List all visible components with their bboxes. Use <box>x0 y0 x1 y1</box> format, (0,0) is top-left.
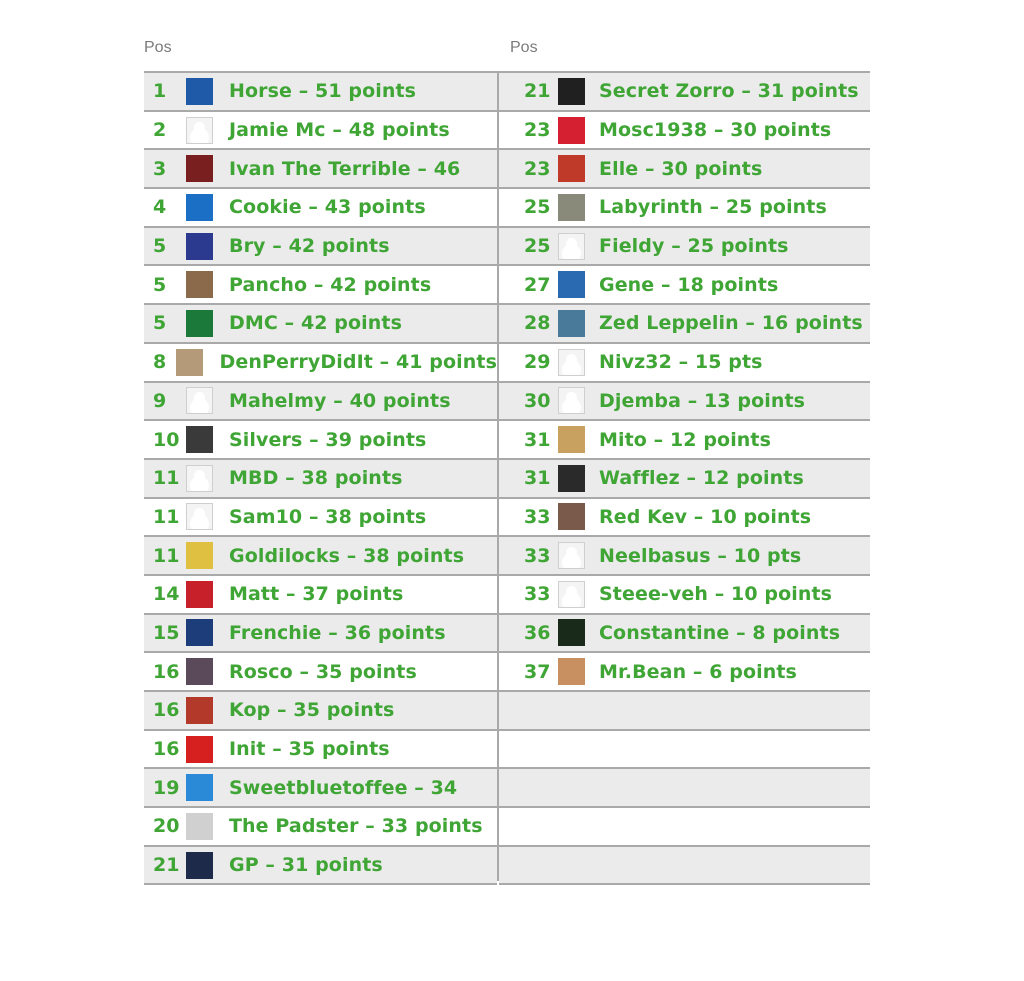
position-number: 36 <box>524 621 551 644</box>
table-row <box>144 305 497 344</box>
position-number: 31 <box>524 428 551 451</box>
position-number: 1 <box>153 80 167 103</box>
player-name-score: Neelbasus – 10 pts <box>599 544 802 567</box>
celtic-crest-icon <box>186 310 213 337</box>
player-name-score: Mahelmy – 40 points <box>229 389 451 412</box>
table-row <box>144 421 497 460</box>
player-name-score: Labyrinth – 25 points <box>599 196 827 219</box>
player-name-score: Sweetbluetoffee – 34 <box>229 776 458 799</box>
table-row <box>499 653 870 692</box>
position-number: 8 <box>153 351 167 374</box>
position-number: 2 <box>153 119 167 142</box>
table-row <box>144 653 497 692</box>
position-number: 33 <box>524 505 551 528</box>
position-number: 5 <box>153 312 167 335</box>
player-name-score: Constantine – 8 points <box>599 621 841 644</box>
right-column <box>499 73 870 885</box>
position-number: 14 <box>153 583 180 606</box>
photo-avatar-icon <box>558 310 585 337</box>
gorilla-icon <box>186 426 213 453</box>
table-row <box>499 150 870 189</box>
cookie-monster-icon <box>186 194 213 221</box>
player-name-score: Nivz32 – 15 pts <box>599 351 763 374</box>
table-row <box>499 769 870 808</box>
table-row <box>144 460 497 499</box>
cartoon-character-icon <box>558 658 585 685</box>
player-name-score: Mosc1938 – 30 points <box>599 119 832 142</box>
default-avatar-icon <box>558 349 585 376</box>
default-avatar-icon <box>186 117 213 144</box>
table-row <box>144 228 497 267</box>
player-name-score: Red Kev – 10 points <box>599 505 812 528</box>
position-number: 11 <box>153 467 180 490</box>
dark-portrait-icon <box>558 465 585 492</box>
position-number: 37 <box>524 660 551 683</box>
table-row <box>499 808 870 847</box>
player-name-score: Secret Zorro – 31 points <box>599 80 859 103</box>
table-row <box>144 150 497 189</box>
document-icon <box>186 813 213 840</box>
table-row <box>144 847 497 886</box>
table-row <box>144 73 497 112</box>
red-bird-icon <box>186 736 213 763</box>
table-row <box>499 460 870 499</box>
position-number: 23 <box>524 157 551 180</box>
polish-eagle-icon <box>558 117 585 144</box>
default-avatar-icon <box>186 503 213 530</box>
position-number: 23 <box>524 119 551 142</box>
default-avatar-icon <box>186 387 213 414</box>
liverpool-crest-icon <box>186 581 213 608</box>
position-number: 5 <box>153 235 167 258</box>
table-row <box>499 692 870 731</box>
striped-shirt-icon <box>186 233 213 260</box>
teddy-bear-icon <box>558 426 585 453</box>
position-number: 4 <box>153 196 167 219</box>
position-number: 11 <box>153 544 180 567</box>
table-row <box>499 537 870 576</box>
player-name-score: Silvers – 39 points <box>229 428 427 451</box>
player-name-score: Jamie Mc – 48 points <box>229 119 450 142</box>
table-row <box>144 266 497 305</box>
dark-portrait-icon <box>558 619 585 646</box>
player-name-score: Bry – 42 points <box>229 235 390 258</box>
position-number: 16 <box>153 738 180 761</box>
table-row <box>499 344 870 383</box>
position-number: 20 <box>153 815 180 838</box>
zorro-z-icon <box>558 78 585 105</box>
player-name-score: Frenchie – 36 points <box>229 621 446 644</box>
table-row <box>499 731 870 770</box>
table-row <box>499 499 870 538</box>
pos-header-right: Pos <box>510 39 538 56</box>
position-number: 28 <box>524 312 551 335</box>
photo-avatar-icon <box>558 194 585 221</box>
default-avatar-icon <box>558 581 585 608</box>
cartoon-character-icon <box>186 542 213 569</box>
photo-avatar-icon <box>558 503 585 530</box>
photo-avatar-icon <box>186 271 213 298</box>
position-number: 16 <box>153 660 180 683</box>
position-number: 21 <box>153 854 180 877</box>
player-name-score: Gene – 18 points <box>599 273 779 296</box>
table-row <box>144 808 497 847</box>
player-name-score: Elle – 30 points <box>599 157 763 180</box>
table-row <box>144 615 497 654</box>
player-name-score: Goldilocks – 38 points <box>229 544 465 567</box>
player-name-score: DenPerryDidIt – 41 points <box>219 351 497 374</box>
nycfc-crest-icon <box>558 271 585 298</box>
position-number: 33 <box>524 583 551 606</box>
position-number: 30 <box>524 389 551 412</box>
player-name-score: GP – 31 points <box>229 854 383 877</box>
photo-avatar-icon <box>176 349 203 376</box>
left-column <box>144 73 497 885</box>
player-name-score: The Padster – 33 points <box>229 815 483 838</box>
player-name-score: Pancho – 42 points <box>229 273 432 296</box>
table-row <box>499 305 870 344</box>
default-avatar-icon <box>558 542 585 569</box>
table-row <box>499 383 870 422</box>
position-number: 11 <box>153 505 180 528</box>
position-number: 9 <box>153 389 167 412</box>
table-row <box>499 73 870 112</box>
table-row <box>144 769 497 808</box>
pos-header-left: Pos <box>144 39 172 56</box>
position-number: 21 <box>524 80 551 103</box>
player-name-score: Djemba – 13 points <box>599 389 806 412</box>
table-row <box>144 537 497 576</box>
position-number: 19 <box>153 776 180 799</box>
blue-swirl-icon <box>186 774 213 801</box>
table-row <box>144 383 497 422</box>
position-number: 16 <box>153 699 180 722</box>
table-row <box>144 576 497 615</box>
position-number: 10 <box>153 428 180 451</box>
player-name-score: Init – 35 points <box>229 738 390 761</box>
table-row <box>499 228 870 267</box>
position-number: 27 <box>524 273 551 296</box>
position-number: 25 <box>524 196 551 219</box>
table-row <box>144 344 497 383</box>
table-row <box>499 847 870 886</box>
table-row <box>499 112 870 151</box>
player-name-score: DMC – 42 points <box>229 312 402 335</box>
player-name-score: MBD – 38 points <box>229 467 403 490</box>
player-name-score: Matt – 37 points <box>229 583 404 606</box>
shield-crest-icon <box>186 78 213 105</box>
player-name-score: Cookie – 43 points <box>229 196 426 219</box>
photo-avatar-icon <box>186 658 213 685</box>
red-emblem-icon <box>558 155 585 182</box>
table-row <box>499 266 870 305</box>
player-name-score: Mito – 12 points <box>599 428 772 451</box>
player-name-score: Sam10 – 38 points <box>229 505 427 528</box>
position-number: 29 <box>524 351 551 374</box>
player-name-score: Kop – 35 points <box>229 699 395 722</box>
default-avatar-icon <box>186 465 213 492</box>
ivan-the-terrible-badge-icon <box>186 155 213 182</box>
table-row <box>144 692 497 731</box>
position-number: 31 <box>524 467 551 490</box>
player-name-score: Wafflez – 12 points <box>599 467 804 490</box>
table-row <box>144 189 497 228</box>
default-avatar-icon <box>558 387 585 414</box>
liverpool-crest-icon <box>186 697 213 724</box>
player-name-score: Zed Leppelin – 16 points <box>599 312 863 335</box>
default-avatar-icon <box>558 233 585 260</box>
position-number: 15 <box>153 621 180 644</box>
table-row <box>499 576 870 615</box>
player-name-score: Steee-veh – 10 points <box>599 583 833 606</box>
player-name-score: Horse – 51 points <box>229 80 417 103</box>
table-row <box>144 499 497 538</box>
table-row <box>144 731 497 770</box>
table-row <box>499 615 870 654</box>
player-name-score: Ivan The Terrible – 46 <box>229 157 461 180</box>
player-name-score: Mr.Bean – 6 points <box>599 660 797 683</box>
table-row <box>499 421 870 460</box>
position-number: 3 <box>153 157 167 180</box>
position-number: 25 <box>524 235 551 258</box>
position-number: 5 <box>153 273 167 296</box>
player-name-score: Fieldy – 25 points <box>599 235 789 258</box>
table-row <box>499 189 870 228</box>
player-name-score: Rosco – 35 points <box>229 660 417 683</box>
hac-crest-icon <box>186 619 213 646</box>
table-row <box>144 112 497 151</box>
dark-figure-icon <box>186 852 213 879</box>
position-number: 33 <box>524 544 551 567</box>
